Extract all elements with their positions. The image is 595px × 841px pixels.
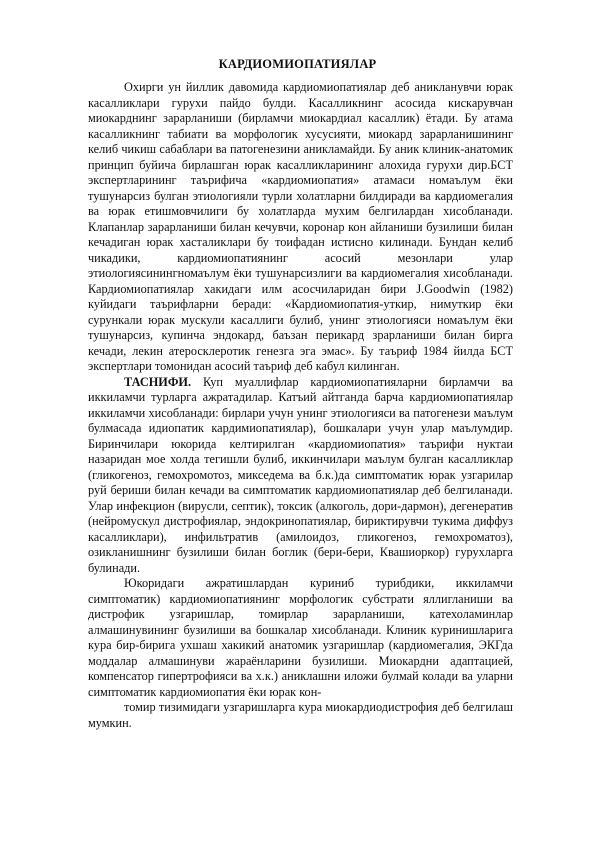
paragraph-classification — [88, 375, 513, 577]
paragraph-conclusion — [88, 700, 513, 731]
paragraph-morphology — [88, 576, 513, 700]
paragraph-morphology-text: Юкоридаги ажратишлардан куриниб турибдики, иккиламчи симптоматик) кардиомиопатиянинг морфологик субстрати яллигланиши ва дистрофик узгаришлар, томирлар зарарланиши, катехоламинлар алмашинувининг бузилиши ва бошкалар хисобланади. Клиник куринишларига кура бир-бирига ухшаш хакикий анатомик узгаришлар (кардиомегалия, ЭКГда моддалар алмашинуви жараёнларини бузилиши. Миокардни адаптацией, компенсатор гипертрофияси ва х.к.) аниклашни иложи булмай колади ва уларни симптоматик кардиомиопатия ёки юрак кон- — [88, 576, 513, 699]
paragraph-conclusion-text: томир тизимидаги узгаришларга кура миокардиодистрофия деб белгилаш мумкин. — [88, 700, 513, 730]
paragraph-intro-text: Охирги ун йиллик давомида кардиомиопатиялар деб аникланувчи юрак касалликлари гурухи пайдо булди. Касалликнинг асосида кискарувчан миокарднинг зарарланиши (бирламчи миокардиал касаллик) ётади. Бу атама касалликнинг табиати ва морфологик хусусияти, миокард зарарланишининг келиб чикиш сабаблари ва патогенезини аникламайди. Бу аник клиник-анатомик принцип буйича бирлашган юрак касалликларининг алохида гурухи дир.БСТ экспертларининг таърифича «кардиомиопатия» атамаси номаълум ёки тушунарсиз булган этиологияли турли холатларни билдиради ва кардиомегалия ва юрак етишмовчилиги бу холатларда мухим белгилардан хисобланади. Клапанлар зарарланиши билан кечувчи, коронар кон айланиши бузилиши билан кечадиган юрак хасталиклари бу тоифадан истисно килинади. Бундан келиб чикадики, кардиомиопатиянинг асосий мезонлари улар этиологиясинингномаълум ёки тушунарсизлиги ва кардиомегалия хисобланади. Кардиомиопатиялар хакидаги илм асосчиларидан бири J.Goodwin (1982) куйидаги таърифларни беради: «Кардиомиопатия-уткир, нимуткир ёки сурункали юрак мускули касаллиги булиб, унинг этиологияси номаълум ёки тушунарсиз, купинча эндокард, баъзан перикард зрарланиши билан бирга кечади, лекин атеросклеротик генезга эга эмас». Бу таъриф 1984 йилда БСТ экспертлари томонидан асосий таъриф деб кабул килинган. — [88, 80, 513, 373]
paragraph-intro — [88, 80, 513, 375]
paragraph-classification-text: Куп муаллифлар кардиомиопатияларни бирламчи ва иккиламчи турларга ажратадилар. Катъий айтганда барча кардиомиопатиялар иккиламчи хисобланади: бирлари учун унинг этиологияси ва патогенези маълум булмасада идиопатик кардимиопатиялар), бошкалари учун улар маълумдир. Биринчилари юкорида келтирилган «кардиомиопатия» таърифи нуктаи назаридан мое холда тегишли булиб, иккинчилари маълум булган касалликлар (гликогеноз, гемохромотоз, микседема ва б.к.)да симптоматик юрак узгарилар руй бериши билан кечади ва симптоматик кардиомиопатиялар деб белгиланади. Улар инфекцион (вирусли, септик), токсик (алкоголь, дори-дармон), дегенератив (нейромускул дистрофиялар, эндокринопатиялар, бириктирувчи тукима диффуз касалликлари), инфильтратив (амилоидоз, гликогеноз, гемохроматоз), озикланишнинг бузилиши билан боглик (бери-бери, Квашиоркор) гурухларга булинади. — [88, 374, 513, 575]
document-title: КАРДИОМИОПАТИЯЛАР — [218, 57, 377, 71]
side-watermark — [0, 560, 30, 840]
document-body — [88, 80, 513, 731]
section-heading-classification: ТАСНИФИ. — [124, 374, 192, 389]
